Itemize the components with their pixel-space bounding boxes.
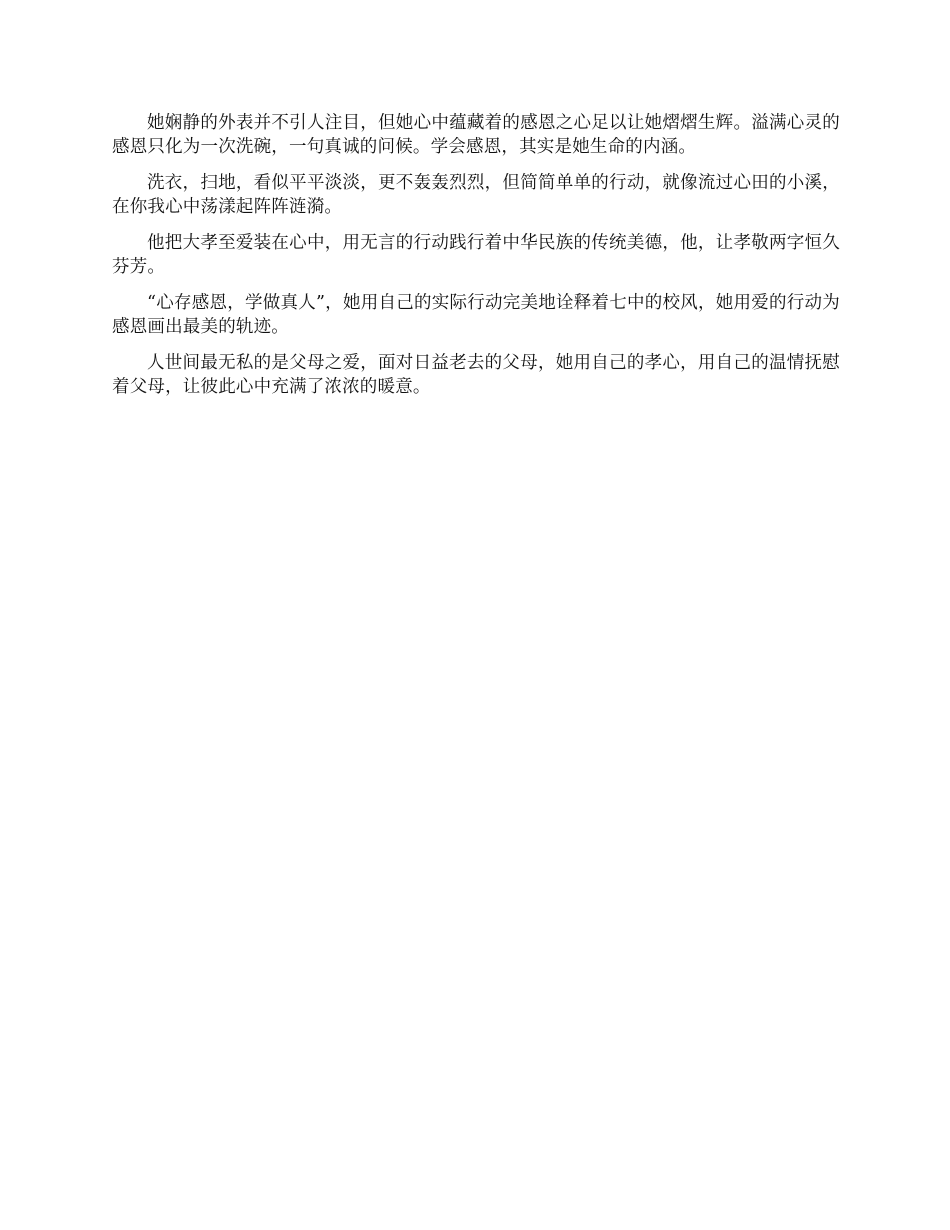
paragraph-2: 洗衣，扫地，看似平平淡淡，更不轰轰烈烈，但简简单单的行动，就像流过心田的小溪，在你我心中荡漾起阵阵涟漪。 xyxy=(112,173,840,217)
paragraph-1: 她娴静的外表并不引人注目，但她心中蕴藏着的感恩之心足以让她熠熠生辉。溢满心灵的感恩只化为一次洗碗，一句真诚的问候。学会感恩，其实是她生命的内涵。 xyxy=(112,113,840,157)
paragraph-4: “心存感恩，学做真人”，她用自己的实际行动完美地诠释着七中的校风，她用爱的行动为感恩画出最美的轨迹。 xyxy=(112,293,840,337)
document-body xyxy=(112,111,840,411)
paragraph-3: 他把大孝至爱装在心中，用无言的行动践行着中华民族的传统美德，他，让孝敬两字恒久芬芳。 xyxy=(112,233,840,277)
paragraph-5: 人世间最无私的是父母之爱，面对日益老去的父母，她用自己的孝心，用自己的温情抚慰着父母，让彼此心中充满了浓浓的暖意。 xyxy=(112,353,840,397)
